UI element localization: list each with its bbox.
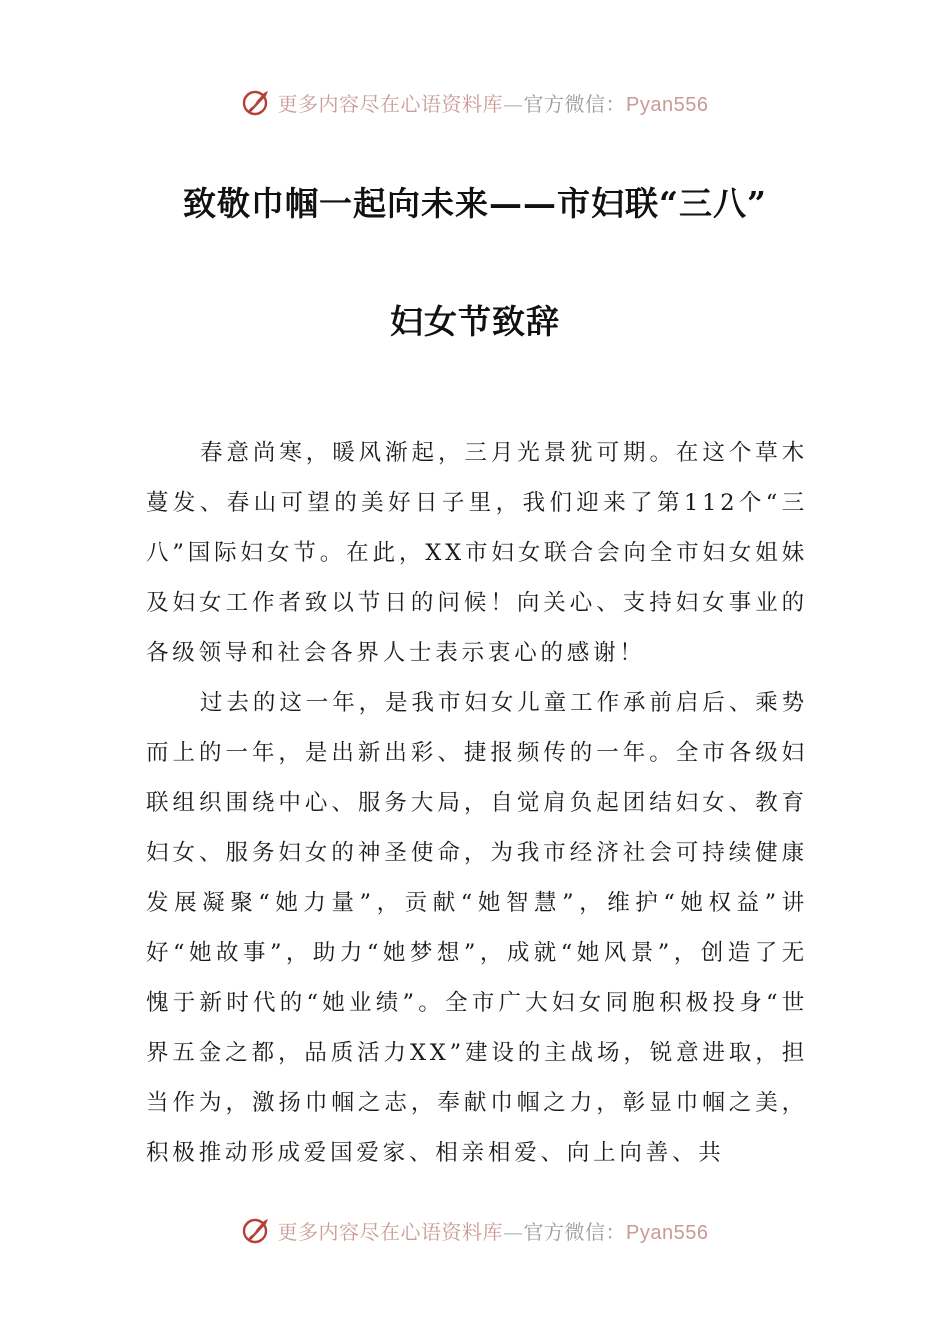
watermark-separator: —: [503, 1219, 524, 1244]
quill-logo-icon: [242, 87, 272, 117]
watermark-main: 更多内容尽在心语资料库: [277, 91, 504, 116]
watermark-wechat-label: 官方微信：: [523, 91, 627, 116]
watermark-wechat-id: Pyan556: [626, 1221, 709, 1244]
watermark-text: [278, 1216, 709, 1245]
document-title-line2: 妇女节致辞: [390, 302, 560, 341]
watermark-wechat-label: 官方微信：: [523, 1219, 627, 1244]
document-title-line1: 致敬巾帼一起向未来——市妇联“三八”: [183, 184, 767, 223]
quill-logo-icon: [242, 1215, 272, 1245]
watermark-wechat-id: Pyan556: [626, 93, 709, 116]
document-body: [146, 428, 808, 1178]
paragraph: 过去的这一年，是我市妇女儿童工作承前启后、乘势而上的一年，是出新出彩、捷报频传的一年。全市各级妇联组织围绕中心、服务大局，自觉肩负起团结妇女、教育妇女、服务妇女的神圣使命，为我市经济社会可持续健康发展凝聚“她力量”，贡献“她智慧”，维护“她权益”讲好“她故事”，助力“她梦想”，成就“她风景”，创造了无愧于新时代的“她业绩”。全市广大妇女同胞积极投身“世界五金之都，品质活力XX”建设的主战场，锐意进取，担当作为，激扬巾帼之志，奉献巾帼之力，彰显巾帼之美，积极推动形成爱国爱家、相亲相爱、向上向善、共: [146, 690, 808, 1166]
paragraph: 春意尚寒，暖风渐起，三月光景犹可期。在这个草木蔓发、春山可望的美好日子里，我们迎来了第112个“三八”国际妇女节。在此，XX市妇女联合会向全市妇女姐妹及妇女工作者致以节日的问候！向关心、支持妇女事业的各级领导和社会各界人士表示衷心的感谢！: [146, 440, 808, 666]
watermark-separator: —: [503, 91, 524, 116]
watermark-footer: [0, 1210, 950, 1250]
watermark-text: [278, 88, 709, 117]
watermark-header: [0, 82, 950, 122]
watermark-main: 更多内容尽在心语资料库: [277, 1219, 504, 1244]
